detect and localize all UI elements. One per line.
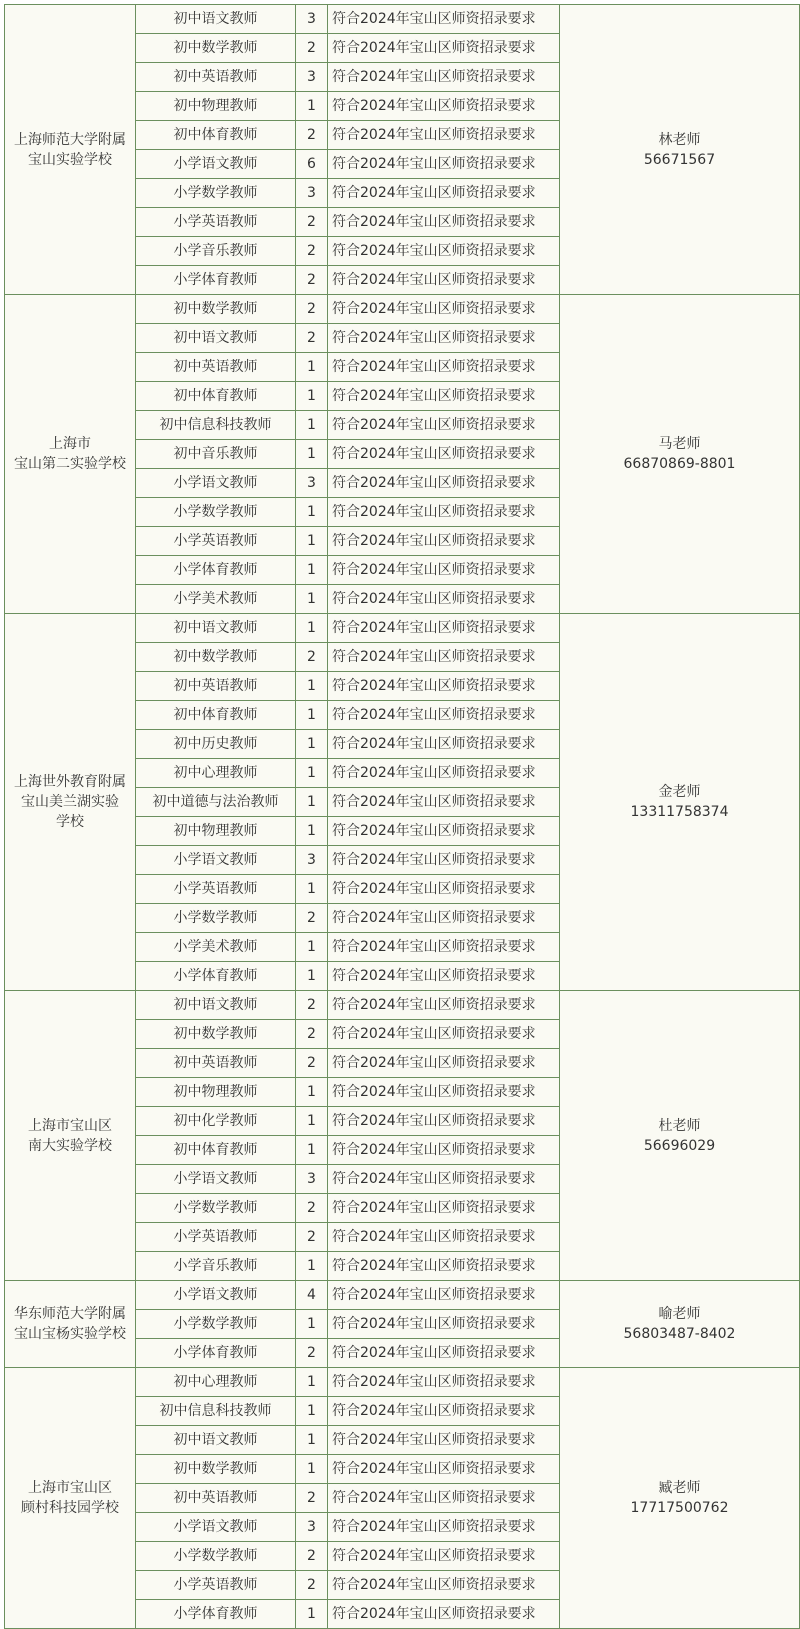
position-title-cell: 初中数学教师	[136, 1020, 296, 1049]
position-title-cell: 初中信息科技教师	[136, 411, 296, 440]
requirement-cell: 符合2024年宝山区师资招录要求	[328, 353, 560, 382]
position-count-cell: 2	[296, 266, 328, 295]
requirement-cell: 符合2024年宝山区师资招录要求	[328, 1078, 560, 1107]
position-title-cell: 小学美术教师	[136, 933, 296, 962]
position-title-cell: 初中语文教师	[136, 324, 296, 353]
position-title-cell: 小学数学教师	[136, 498, 296, 527]
position-count-cell: 2	[296, 121, 328, 150]
position-count-cell: 1	[296, 411, 328, 440]
position-count-cell: 1	[296, 875, 328, 904]
position-title-cell: 小学音乐教师	[136, 1252, 296, 1281]
position-title-cell: 初中语文教师	[136, 991, 296, 1020]
school-name-line: 宝山实验学校	[28, 151, 112, 168]
position-count-cell: 1	[296, 701, 328, 730]
contact-phone: 66870869-8801	[623, 456, 736, 472]
position-title-cell: 小学体育教师	[136, 962, 296, 991]
requirement-cell: 符合2024年宝山区师资招录要求	[328, 730, 560, 759]
position-count-cell: 2	[296, 295, 328, 324]
position-count-cell: 2	[296, 904, 328, 933]
position-title-cell: 小学英语教师	[136, 875, 296, 904]
contact-cell	[560, 295, 800, 614]
position-count-cell: 1	[296, 1455, 328, 1484]
requirement-cell: 符合2024年宝山区师资招录要求	[328, 150, 560, 179]
position-count-cell: 1	[296, 353, 328, 382]
contact-cell	[560, 614, 800, 991]
requirement-cell: 符合2024年宝山区师资招录要求	[328, 121, 560, 150]
position-title-cell: 初中体育教师	[136, 121, 296, 150]
position-count-cell: 2	[296, 1339, 328, 1368]
requirement-cell: 符合2024年宝山区师资招录要求	[328, 904, 560, 933]
position-title-cell: 小学数学教师	[136, 1542, 296, 1571]
position-title-cell: 小学美术教师	[136, 585, 296, 614]
requirement-cell: 符合2024年宝山区师资招录要求	[328, 1223, 560, 1252]
position-title-cell: 初中心理教师	[136, 759, 296, 788]
position-count-cell: 1	[296, 440, 328, 469]
requirement-cell: 符合2024年宝山区师资招录要求	[328, 875, 560, 904]
position-title-cell: 初中体育教师	[136, 1136, 296, 1165]
position-count-cell: 2	[296, 991, 328, 1020]
position-count-cell: 2	[296, 1223, 328, 1252]
school-name-cell	[5, 1281, 136, 1368]
requirement-cell: 符合2024年宝山区师资招录要求	[328, 614, 560, 643]
contact-phone: 13311758374	[630, 804, 729, 820]
school-name-line: 顾村科技园学校	[21, 1500, 119, 1516]
requirement-cell: 符合2024年宝山区师资招录要求	[328, 672, 560, 701]
requirement-cell: 符合2024年宝山区师资招录要求	[328, 498, 560, 527]
recruitment-table	[4, 4, 800, 1629]
requirement-cell: 符合2024年宝山区师资招录要求	[328, 585, 560, 614]
position-count-cell: 2	[296, 208, 328, 237]
position-count-cell: 1	[296, 92, 328, 121]
contact-phone: 17717500762	[630, 1500, 729, 1516]
position-count-cell: 4	[296, 1281, 328, 1310]
position-title-cell: 小学语文教师	[136, 1281, 296, 1310]
position-title-cell: 初中体育教师	[136, 701, 296, 730]
requirement-cell: 符合2024年宝山区师资招录要求	[328, 1107, 560, 1136]
position-title-cell: 初中英语教师	[136, 1484, 296, 1513]
school-name-cell	[5, 1368, 136, 1629]
position-count-cell: 1	[296, 498, 328, 527]
position-title-cell: 小学体育教师	[136, 1600, 296, 1629]
school-name-cell	[5, 5, 136, 295]
position-count-cell: 1	[296, 1397, 328, 1426]
position-title-cell: 初中数学教师	[136, 643, 296, 672]
position-count-cell: 3	[296, 846, 328, 875]
school-name-line: 华东师范大学附属	[14, 1306, 126, 1322]
position-title-cell: 小学语文教师	[136, 469, 296, 498]
position-title-cell: 初中数学教师	[136, 1455, 296, 1484]
contact-name: 杜老师	[658, 1117, 701, 1134]
position-count-cell: 1	[296, 382, 328, 411]
position-count-cell: 1	[296, 817, 328, 846]
position-count-cell: 2	[296, 1571, 328, 1600]
position-title-cell: 初中语文教师	[136, 1426, 296, 1455]
requirement-cell: 符合2024年宝山区师资招录要求	[328, 1455, 560, 1484]
contact-cell	[560, 1281, 800, 1368]
school-name-line: 宝山第二实验学校	[14, 456, 126, 472]
requirement-cell: 符合2024年宝山区师资招录要求	[328, 788, 560, 817]
requirement-cell: 符合2024年宝山区师资招录要求	[328, 440, 560, 469]
position-count-cell: 1	[296, 933, 328, 962]
position-count-cell: 1	[296, 1078, 328, 1107]
contact-name: 林老师	[658, 131, 701, 148]
position-count-cell: 2	[296, 1484, 328, 1513]
recruitment-table-container	[4, 4, 799, 1629]
requirement-cell: 符合2024年宝山区师资招录要求	[328, 1426, 560, 1455]
requirement-cell: 符合2024年宝山区师资招录要求	[328, 846, 560, 875]
requirement-cell: 符合2024年宝山区师资招录要求	[328, 382, 560, 411]
position-count-cell: 2	[296, 1049, 328, 1078]
position-count-cell: 1	[296, 730, 328, 759]
table-row	[5, 1368, 800, 1397]
requirement-cell: 符合2024年宝山区师资招录要求	[328, 295, 560, 324]
position-count-cell: 1	[296, 1426, 328, 1455]
position-title-cell: 初中语文教师	[136, 5, 296, 34]
requirement-cell: 符合2024年宝山区师资招录要求	[328, 411, 560, 440]
requirement-cell: 符合2024年宝山区师资招录要求	[328, 643, 560, 672]
position-title-cell: 初中物理教师	[136, 817, 296, 846]
contact-name: 臧老师	[658, 1480, 701, 1496]
requirement-cell: 符合2024年宝山区师资招录要求	[328, 324, 560, 353]
position-count-cell: 2	[296, 237, 328, 266]
position-title-cell: 初中化学教师	[136, 1107, 296, 1136]
contact-name: 金老师	[658, 784, 701, 800]
position-count-cell: 1	[296, 614, 328, 643]
contact-cell	[560, 991, 800, 1281]
school-name-line: 上海世外教育附属	[14, 774, 126, 790]
position-title-cell: 初中英语教师	[136, 63, 296, 92]
school-name-line: 上海市宝山区	[28, 1117, 112, 1134]
position-count-cell: 1	[296, 1136, 328, 1165]
requirement-cell: 符合2024年宝山区师资招录要求	[328, 1281, 560, 1310]
requirement-cell: 符合2024年宝山区师资招录要求	[328, 1252, 560, 1281]
contact-name: 马老师	[658, 436, 701, 452]
requirement-cell: 符合2024年宝山区师资招录要求	[328, 556, 560, 585]
table-row	[5, 295, 800, 324]
recruitment-table-body	[5, 5, 800, 1629]
table-row	[5, 991, 800, 1020]
requirement-cell: 符合2024年宝山区师资招录要求	[328, 1571, 560, 1600]
requirement-cell: 符合2024年宝山区师资招录要求	[328, 1339, 560, 1368]
requirement-cell: 符合2024年宝山区师资招录要求	[328, 1310, 560, 1339]
requirement-cell: 符合2024年宝山区师资招录要求	[328, 237, 560, 266]
requirement-cell: 符合2024年宝山区师资招录要求	[328, 63, 560, 92]
position-title-cell: 初中心理教师	[136, 1368, 296, 1397]
position-title-cell: 初中信息科技教师	[136, 1397, 296, 1426]
position-title-cell: 小学音乐教师	[136, 237, 296, 266]
position-title-cell: 小学英语教师	[136, 1223, 296, 1252]
requirement-cell: 符合2024年宝山区师资招录要求	[328, 1513, 560, 1542]
position-title-cell: 小学语文教师	[136, 150, 296, 179]
position-count-cell: 3	[296, 1165, 328, 1194]
position-title-cell: 小学数学教师	[136, 179, 296, 208]
position-title-cell: 初中道德与法治教师	[136, 788, 296, 817]
position-title-cell: 初中体育教师	[136, 382, 296, 411]
contact-phone: 56671567	[643, 151, 716, 168]
position-count-cell: 3	[296, 63, 328, 92]
position-title-cell: 初中数学教师	[136, 34, 296, 63]
position-count-cell: 3	[296, 469, 328, 498]
position-count-cell: 6	[296, 150, 328, 179]
position-count-cell: 1	[296, 759, 328, 788]
contact-cell	[560, 1368, 800, 1629]
requirement-cell: 符合2024年宝山区师资招录要求	[328, 34, 560, 63]
requirement-cell: 符合2024年宝山区师资招录要求	[328, 759, 560, 788]
position-title-cell: 初中物理教师	[136, 1078, 296, 1107]
position-count-cell: 1	[296, 962, 328, 991]
position-title-cell: 小学体育教师	[136, 266, 296, 295]
position-count-cell: 1	[296, 1252, 328, 1281]
school-name-line: 宝山宝杨实验学校	[14, 1326, 126, 1342]
requirement-cell: 符合2024年宝山区师资招录要求	[328, 933, 560, 962]
position-count-cell: 1	[296, 1600, 328, 1629]
position-count-cell: 1	[296, 672, 328, 701]
school-name-line: 学校	[56, 814, 84, 830]
requirement-cell: 符合2024年宝山区师资招录要求	[328, 1136, 560, 1165]
position-count-cell: 3	[296, 179, 328, 208]
contact-cell	[560, 5, 800, 295]
school-name-cell	[5, 614, 136, 991]
position-count-cell: 2	[296, 1020, 328, 1049]
position-title-cell: 小学体育教师	[136, 1339, 296, 1368]
school-name-line: 宝山美兰湖实验	[21, 794, 119, 810]
school-name-cell	[5, 991, 136, 1281]
position-title-cell: 小学语文教师	[136, 1165, 296, 1194]
requirement-cell: 符合2024年宝山区师资招录要求	[328, 1600, 560, 1629]
position-title-cell: 小学语文教师	[136, 846, 296, 875]
requirement-cell: 符合2024年宝山区师资招录要求	[328, 266, 560, 295]
position-count-cell: 1	[296, 788, 328, 817]
position-title-cell: 小学数学教师	[136, 1194, 296, 1223]
position-title-cell: 小学数学教师	[136, 904, 296, 933]
table-row	[5, 1281, 800, 1310]
position-count-cell: 1	[296, 556, 328, 585]
requirement-cell: 符合2024年宝山区师资招录要求	[328, 1020, 560, 1049]
position-title-cell: 小学英语教师	[136, 1571, 296, 1600]
position-title-cell: 小学英语教师	[136, 527, 296, 556]
position-title-cell: 初中语文教师	[136, 614, 296, 643]
requirement-cell: 符合2024年宝山区师资招录要求	[328, 469, 560, 498]
requirement-cell: 符合2024年宝山区师资招录要求	[328, 701, 560, 730]
school-name-line: 南大实验学校	[28, 1137, 112, 1154]
requirement-cell: 符合2024年宝山区师资招录要求	[328, 208, 560, 237]
position-title-cell: 小学体育教师	[136, 556, 296, 585]
position-count-cell: 1	[296, 1107, 328, 1136]
table-row	[5, 614, 800, 643]
requirement-cell: 符合2024年宝山区师资招录要求	[328, 962, 560, 991]
position-count-cell: 1	[296, 1310, 328, 1339]
school-name-cell	[5, 295, 136, 614]
contact-phone: 56803487-8402	[623, 1326, 736, 1342]
contact-name: 喻老师	[658, 1306, 701, 1322]
position-title-cell: 初中数学教师	[136, 295, 296, 324]
position-count-cell: 1	[296, 585, 328, 614]
school-name-line: 上海市宝山区	[28, 1480, 112, 1496]
position-count-cell: 2	[296, 1194, 328, 1223]
school-name-line: 上海师范大学附属	[14, 131, 126, 148]
requirement-cell: 符合2024年宝山区师资招录要求	[328, 1542, 560, 1571]
position-title-cell: 初中音乐教师	[136, 440, 296, 469]
requirement-cell: 符合2024年宝山区师资招录要求	[328, 527, 560, 556]
position-count-cell: 3	[296, 1513, 328, 1542]
requirement-cell: 符合2024年宝山区师资招录要求	[328, 1194, 560, 1223]
contact-phone: 56696029	[643, 1137, 716, 1154]
position-title-cell: 初中英语教师	[136, 1049, 296, 1078]
position-title-cell: 小学数学教师	[136, 1310, 296, 1339]
position-count-cell: 2	[296, 324, 328, 353]
requirement-cell: 符合2024年宝山区师资招录要求	[328, 5, 560, 34]
position-count-cell: 3	[296, 5, 328, 34]
position-count-cell: 1	[296, 1368, 328, 1397]
requirement-cell: 符合2024年宝山区师资招录要求	[328, 1397, 560, 1426]
position-count-cell: 2	[296, 34, 328, 63]
position-title-cell: 小学英语教师	[136, 208, 296, 237]
requirement-cell: 符合2024年宝山区师资招录要求	[328, 1368, 560, 1397]
table-row	[5, 5, 800, 34]
position-count-cell: 2	[296, 643, 328, 672]
position-title-cell: 初中物理教师	[136, 92, 296, 121]
requirement-cell: 符合2024年宝山区师资招录要求	[328, 92, 560, 121]
position-title-cell: 初中英语教师	[136, 672, 296, 701]
position-count-cell: 1	[296, 527, 328, 556]
school-name-line: 上海市	[49, 436, 91, 452]
requirement-cell: 符合2024年宝山区师资招录要求	[328, 1484, 560, 1513]
requirement-cell: 符合2024年宝山区师资招录要求	[328, 1049, 560, 1078]
requirement-cell: 符合2024年宝山区师资招录要求	[328, 179, 560, 208]
requirement-cell: 符合2024年宝山区师资招录要求	[328, 991, 560, 1020]
position-count-cell: 2	[296, 1542, 328, 1571]
position-title-cell: 初中历史教师	[136, 730, 296, 759]
requirement-cell: 符合2024年宝山区师资招录要求	[328, 817, 560, 846]
position-title-cell: 小学语文教师	[136, 1513, 296, 1542]
position-title-cell: 初中英语教师	[136, 353, 296, 382]
requirement-cell: 符合2024年宝山区师资招录要求	[328, 1165, 560, 1194]
